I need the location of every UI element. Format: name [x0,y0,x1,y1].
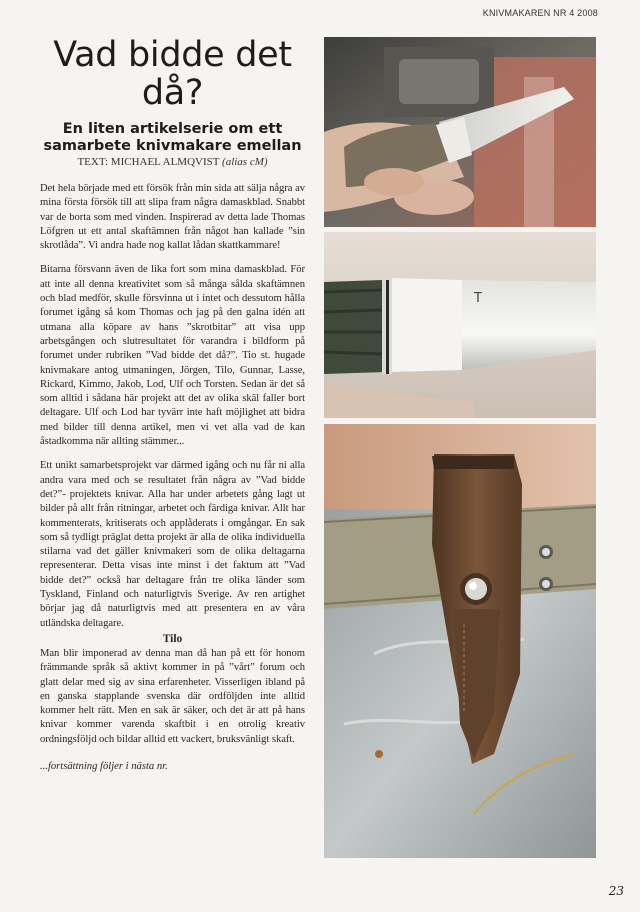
paragraph: Det hela började med ett försök från min sida att sälja några av mina första försök till att slipa fram några damaskblad. Snabbt var de borta som med vinden. Inspirerad av detta lade Thomas Löfgren ut ett antal skaftämnen från något han kallade ”sin skrotlåda”. Vi andra hade nog kallat lådan skattkammare! [40,183,305,252]
paragraph: Bitarna försvann även de lika fort som mina damaskblad. För att inte all denna kreativitet som så många sålda skaftämnen och blad medför, skulle försvinna ut i intet och dessutom hålla forumet igång så kom Thomas och jag på den galna idén att utmana alla köpare av hans ”skrotbitar” att visa upp arbetsgången och slutresultatet för varandra i bildform på forumet under rubriken ”Vad bidde det då?”. Tio st. hugade knivmakare antog utmaningen, Jörgen, Tilo, Gunnar, Lasse, Rickard, Kimmo, Jakob, Lod, Ulf och Torsten. Sedan är det så som alltid i sådana här projekt att det av olika skäl faller bort deltagare. Ulf och Lod har tyvärr inte haft möjlighet att bidra med bilder till denna artikel, men vi vet alla vad de kan åstadkomma när allting stämmer... [40,264,305,448]
article-body [40,182,305,772]
byline [40,156,305,168]
knife-grinding-photo [324,37,596,227]
byline-alias: (alias cM) [222,156,268,168]
page-number: 23 [608,884,624,898]
article-title: Vad bidde det då? [53,35,292,113]
paragraph: Man blir imponerad av denna man då han på ett för honom främmande språk så aktivt kommer in på ”vårt” forum och glatt delar med sig av sina erfarenheter. Visserligen ibland på en ganska stapplande svenska där ordföljden inte alltid kommer helt rätt. Men en sak är säker, och det är att på hans knivar kommer varenda skaftbit i en otrolig kreativ ordningsföljd och bildar alltid ett vackert, bruksvänligt skaft. [40,647,305,745]
section-heading: Tilo [162,632,183,645]
knife-sheath-photo [324,424,596,858]
blade-mark: T [474,291,482,306]
paragraph: Ett unikt samarbetsprojekt var därmed igång och nu får ni alla andra vara med och se resultatet från några av ”Vad bidde det?”- projektets knivar. Alla har under arbetets gång lagt ut bilder på allt från ritningar, arbetet och färdiga knivar. Allt har kommenterats, kritiserats och applåderats i omgångar. En sak som så tydligt präglat detta projekt är alla de olika individuella stilarna vad det gäller knivmakeri som de olika deltagarna representerar. Detta visas inte minst i det faktum att ”Vad bidde det?” också har deltagare från tre olika länder som Tyskland, Finland och naturligtvis Sverige. Av ren artighet börjar jag då naturligtvis med att presentera en av våra utländska deltagare. [40,460,305,629]
knife-closeup-photo [324,232,596,418]
article-subtitle: En liten artikelserie om ett samarbete knivmakare emellan [43,121,302,154]
continuation-note: ...fortsättning följer i nästa nr. [40,760,168,772]
article-column [40,36,305,772]
byline-author: TEXT: MICHAEL ALMQVIST [77,156,220,168]
running-head: KNIVMAKAREN NR 4 2008 [482,8,598,18]
